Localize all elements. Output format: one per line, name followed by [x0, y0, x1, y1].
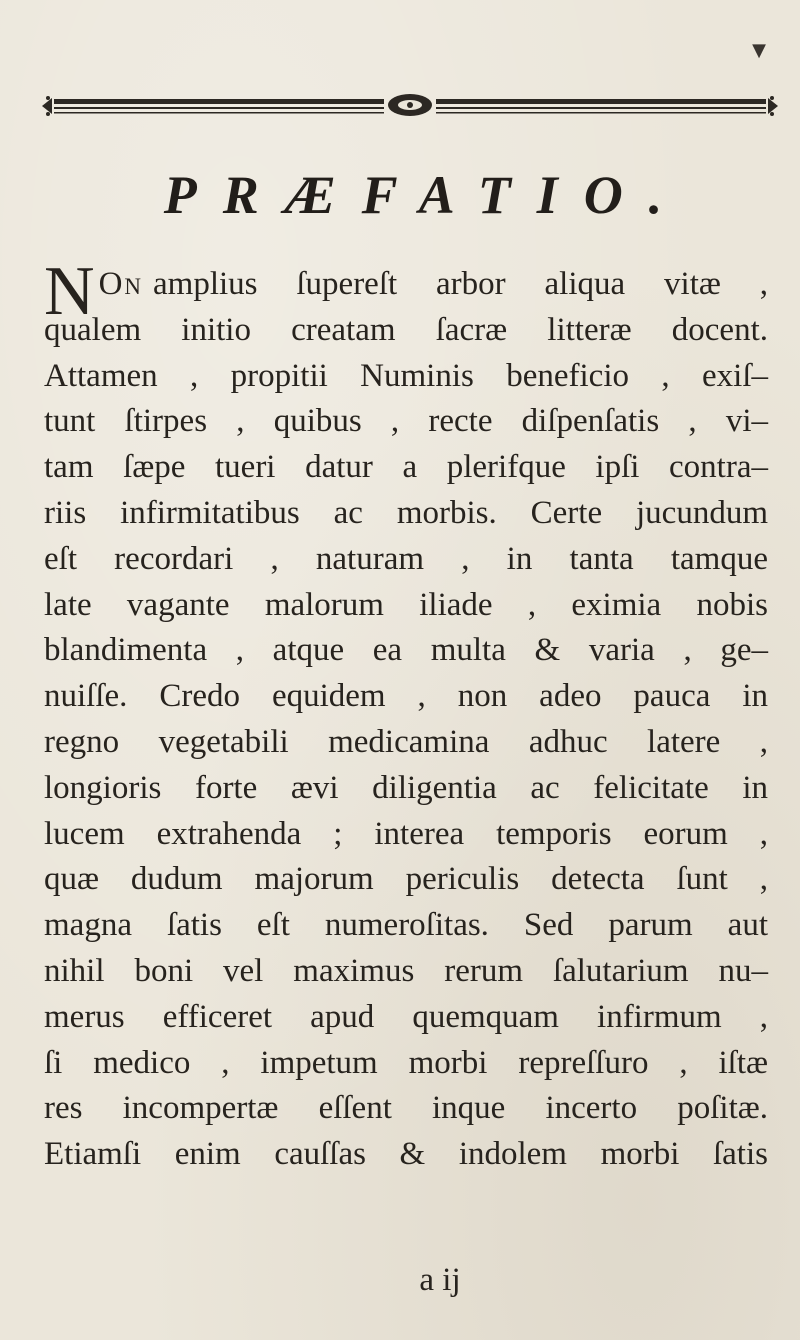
text-line: eſt recordari , naturam , in tanta tamque: [44, 540, 768, 577]
first-word-rest: On: [98, 266, 144, 302]
text-line: res incompertæ eſſent inque incerto poſitæ.: [44, 1090, 768, 1127]
body-text: [44, 252, 768, 1178]
text-line: lucem extrahenda ; interea temporis eorum ,: [44, 815, 768, 852]
page-title: PRÆFATIO.: [163, 165, 689, 225]
text-line: longioris forte ævi diligentia ac felicitate in: [44, 769, 768, 806]
headpiece-ornament: [40, 88, 780, 124]
text-line: nuiſſe. Credo equidem , non adeo pauca in: [44, 678, 768, 715]
signature-mark: a ij: [419, 1262, 461, 1298]
text-line: blandimenta , atque ea multa & varia , ge–: [44, 632, 768, 669]
text-line: regno vegetabili medicamina adhuc latere ,: [44, 723, 768, 760]
text-line: nihil boni vel maximus rerum ſalutarium nu–: [44, 952, 768, 989]
text-line: Attamen , propitii Numinis beneficio , exiſ–: [44, 357, 768, 394]
text-line: late vagante malorum iliade , eximia nobis: [44, 586, 768, 623]
text-line: riis infirmitatibus ac morbis. Certe jucundum: [44, 494, 768, 531]
text-line: tunt ſtirpes , quibus , recte diſpenſatis , vi–: [44, 403, 768, 440]
text-line: tam ſæpe tueri datur a plerifque ipſi contra–: [44, 449, 768, 486]
text-line: Etiamſi enim cauſſas & indolem morbi ſatis: [44, 1136, 768, 1173]
drop-initial: N: [44, 252, 95, 330]
text-line: qualem initio creatam ſacræ litteræ docent.: [44, 311, 768, 348]
text-line: merus efficeret apud quemquam infirmum ,: [44, 998, 768, 1035]
text-line: quæ dudum majorum periculis detecta ſunt ,: [44, 861, 768, 898]
text-line: ſi medico , impetum morbi repreſſuro , iſtæ: [44, 1044, 768, 1081]
text-line: magna ſatis eſt numeroſitas. Sed parum aut: [44, 907, 768, 944]
top-page-mark: ▼: [752, 40, 766, 61]
text-line: amplius ſupereſt arbor aliqua vitæ ,: [153, 266, 768, 302]
